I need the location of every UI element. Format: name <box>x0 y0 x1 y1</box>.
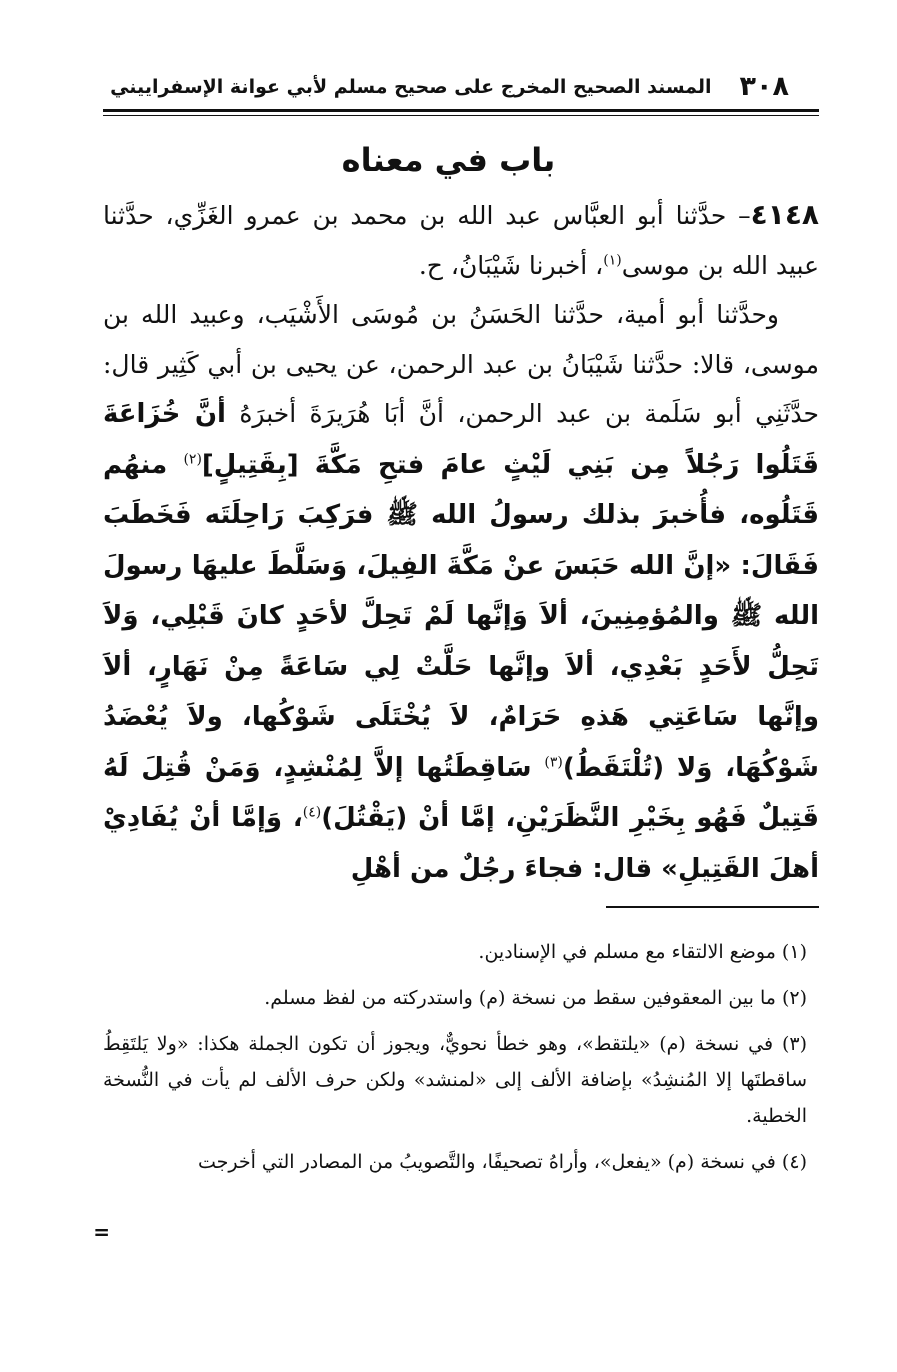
matn-text-4: ، وَإمَّا أنْ يُفَادِيْ أهلَ القَتِيلِ» قال: فجاءَ رجُلٌ من أهْلِ <box>103 803 819 884</box>
footnote-4: (٤) في نسخة (م) «يفعل»، وأراهُ تصحيفًا، والتَّصويبُ من المصادر التي أخرجت <box>197 1151 807 1173</box>
footnote-separator <box>606 906 819 908</box>
header-rule-thin <box>103 115 819 116</box>
isnad-text-1: – حدَّثنا أبو العبَّاس عبد الله بن محمد بن عمرو الغَزِّي، حدَّثنا عبيد الله بن موسى <box>103 201 819 280</box>
hadith-paragraph-2 <box>103 290 819 894</box>
matn-text-3: سَاقِطَتُها إلاَّ لِمُنْشِدٍ، وَمَنْ قُتِلَ لَهُ قَتِيلٌ فَهُو بِخَيْرِ النَّظَرَيْنِ، إمَّا أنْ (يَقْتُلَ) <box>103 752 820 833</box>
hadith-paragraph-1 <box>103 190 819 290</box>
page-number: ٣٠٨ <box>739 71 789 102</box>
matn-text-1: أنَّ خُزَاعَةَ قَتَلُوا رَجُلاً مِن بَنِي لَيْثٍ عامَ فتحِ مَكَّةَ [بِقَتِيلٍ] <box>103 399 819 480</box>
footnote-ref-2[interactable]: (٢) <box>183 451 202 468</box>
hadith-number: ٤١٤٨ <box>750 198 819 231</box>
running-header <box>108 70 789 104</box>
footnote-ref-1[interactable]: (١) <box>603 252 622 269</box>
matn-text-2: منهُم قَتَلُوه، فأُخبرَ بذلك رسولُ الله ﷺ فرَكِبَ رَاحِلَتَه فَخَطَبَ فَقَالَ: «إنَّ الله حَبَسَ عنْ مَكَّةَ الفِيلَ، وَسَلَّطَ عليهَا رسولَ الله ﷺ والمُؤمِنِينَ، ألاَ وَإنَّها لَمْ تَحِلَّ لأحَدٍ كانَ قَبْلِي، وَلاَ تَحِلُّ لأَحَدٍ بَعْدِي، ألاَ وإنَّها حَلَّتْ لِي سَاعَةً مِنْ نَهَارٍ، ألاَ وإنَّها سَاعَتِي هَذهِ حَرَامٌ، لاَ يُخْتَلَى شَوْكُها، ولاَ يُعْضَدُ شَوْكُهَا، وَلا (تُلْتَقَطُ) <box>103 449 819 783</box>
running-title: المسند الصحيح المخرج على صحيح مسلم لأبي عوانة الإسفراييني <box>110 76 712 98</box>
footnote-3: (٣) في نسخة (م) «يلتقط»، وهو خطأ نحويٌّ، ويجوز أن تكون الجملة هكذا: «ولا يَلتَقِطُ ساقطتَها إلا المُنشِدُ» بإضافة الألف إلى «لمنشد» ولكن حرف الألف لم يأت في النُّسخة الخطية. <box>103 1033 807 1127</box>
footnote-continuation-mark: = <box>93 1220 110 1244</box>
footnote-ref-3[interactable]: (٣) <box>544 754 563 771</box>
main-text <box>103 190 819 894</box>
footnote-2: (٢) ما بين المعقوفين سقط من نسخة (م) واستدركته من لفظ مسلم. <box>264 987 807 1009</box>
footnotes <box>103 934 807 1190</box>
footnote-1: (١) موضع الالتقاء مع مسلم في الإسنادين. <box>478 941 807 963</box>
chapter-heading: باب في معناه <box>341 141 556 179</box>
isnad-text-1-end: ، أخبرنا شَيْبَانُ، ح. <box>418 250 604 280</box>
isnad-text-2: وحدَّثنا أبو أمية، حدَّثنا الحَسَنُ بن مُوسَى الأَشْيَب، وعبيد الله بن موسى، قالا: حدَّثنا شَيْبَانُ بن عبد الرحمن، عن يحيى بن أبي كَثِير قال: حدَّثَنِي أبو سَلَمة بن عبد الرحمن، أنَّ أبَا هُرَيرَةَ أخبرَهُ <box>103 300 819 428</box>
footnote-ref-4[interactable]: (٤) <box>302 804 322 821</box>
header-rule <box>103 109 819 112</box>
